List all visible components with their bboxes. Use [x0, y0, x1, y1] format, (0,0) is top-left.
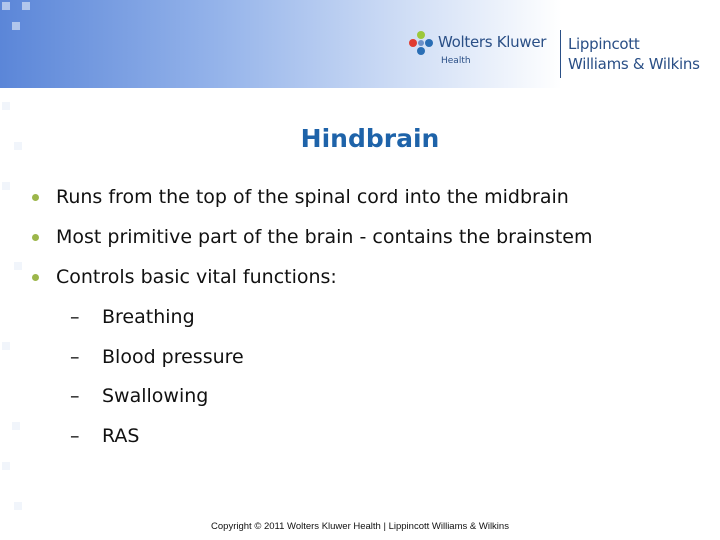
- logo-company-name: Wolters Kluwer: [438, 33, 547, 51]
- dash-marker: –: [70, 424, 80, 447]
- bullet-text: Controls basic vital functions:: [56, 266, 337, 288]
- sub-bullet-text: Blood pressure: [102, 345, 244, 368]
- logo-division: Health: [441, 56, 471, 66]
- bullet-dot-icon: [32, 234, 39, 241]
- sub-bullet-text: Swallowing: [102, 385, 209, 407]
- dash-marker: –: [70, 345, 80, 368]
- copyright-footer: Copyright © 2011 Wolters Kluwer Health | Lippincott Williams & Wilkins: [211, 521, 509, 532]
- sub-bullet-text: Breathing: [102, 306, 195, 328]
- wolters-kluwer-logo-icon: [408, 30, 434, 56]
- logo-brand: [568, 34, 700, 74]
- dash-marker: –: [70, 385, 80, 407]
- logo-brand-line1: Lippincott: [568, 35, 640, 53]
- bullet-dot-icon: [32, 194, 39, 201]
- bullet-text: Runs from the top of the spinal cord into the midbrain: [56, 186, 569, 208]
- publisher-logo: [408, 28, 720, 80]
- logo-divider: [560, 30, 561, 78]
- sub-bullet-text: RAS: [102, 424, 140, 447]
- slide-title: Hindbrain: [300, 124, 440, 153]
- logo-brand-line2: Williams & Wilkins: [568, 55, 700, 73]
- bullet-dot-icon: [32, 274, 39, 281]
- bullet-text: Most primitive part of the brain - contains the brainstem: [56, 226, 593, 248]
- dash-marker: –: [70, 306, 80, 328]
